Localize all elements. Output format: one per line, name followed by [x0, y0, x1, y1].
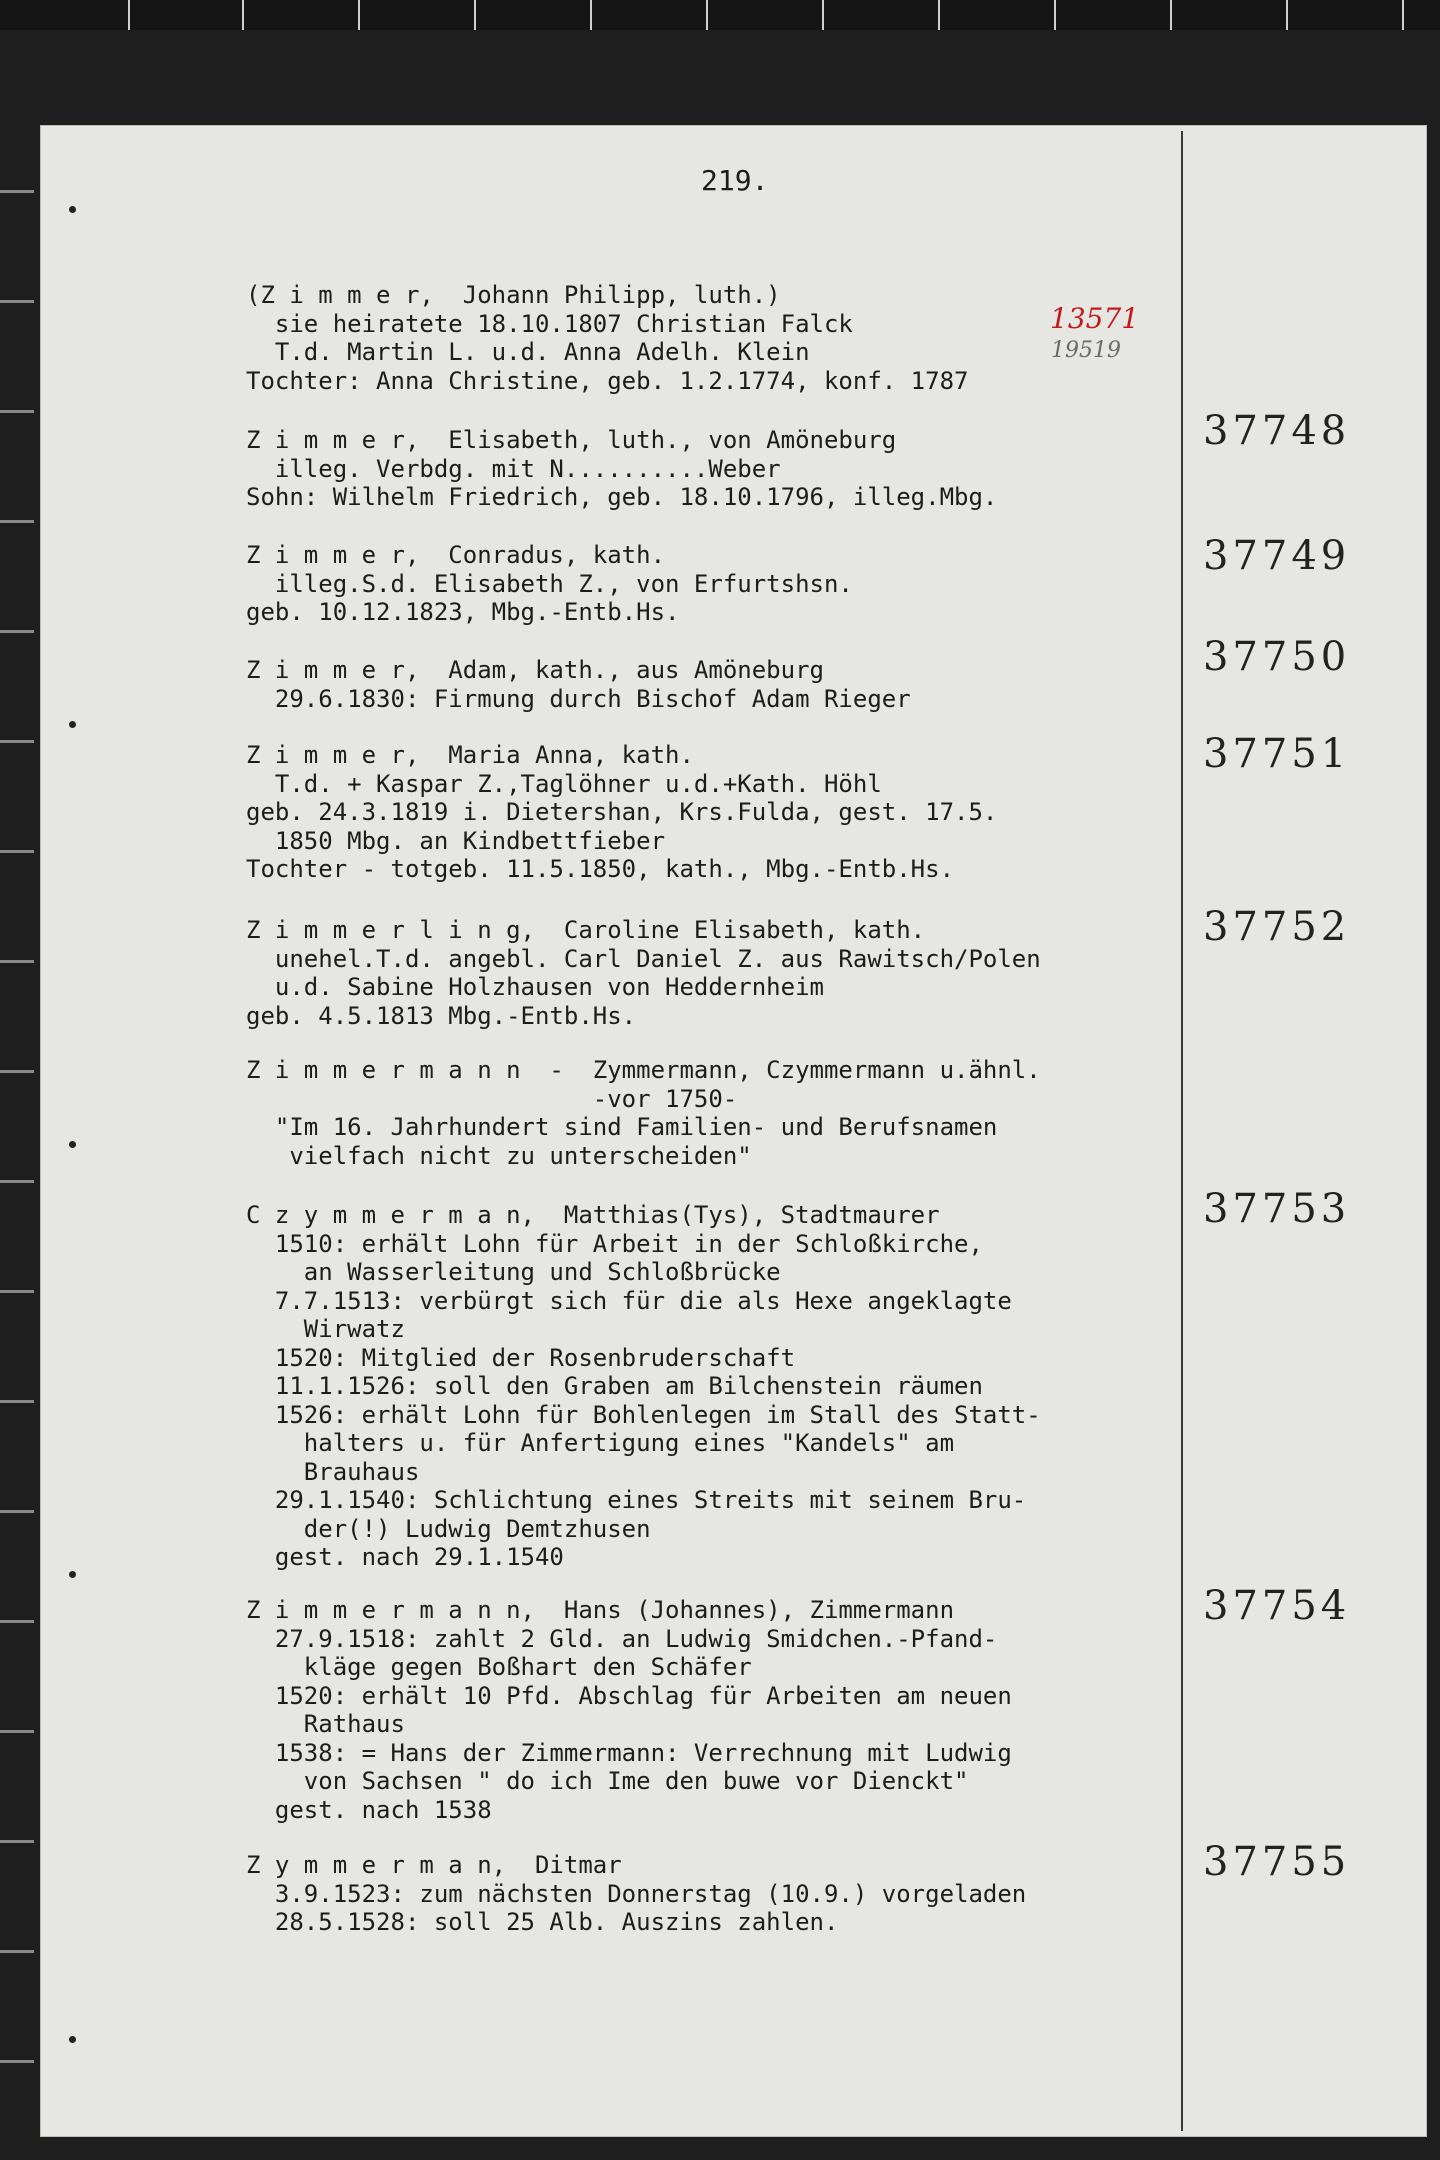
punch-hole — [69, 1571, 76, 1578]
entry-line: kläge gegen Boßhart den Schäfer — [246, 1653, 752, 1681]
entry-line: 29.1.1540: Schlichtung eines Streits mit seinem Bru- — [246, 1486, 1027, 1514]
record-entry — [246, 916, 1246, 1030]
record-number: 37753 — [1203, 1186, 1351, 1232]
entry-line: illeg.S.d. Elisabeth Z., von Erfurtshsn. — [246, 569, 853, 598]
entry-line: an Wasserleitung und Schloßbrücke — [246, 1258, 781, 1286]
entry-line: von Sachsen " do ich Ime den buwe vor Dienckt" — [246, 1767, 969, 1795]
record-number: 37751 — [1203, 731, 1351, 777]
entry-line: gest. nach 1538 — [246, 1795, 492, 1824]
entry-line: der(!) Ludwig Demtzhusen — [246, 1514, 651, 1543]
entry-line: 29.6.1830: Firmung durch Bischof Adam Rieger — [246, 684, 911, 713]
entry-heading: Z i m m e r l i n g, Caroline Elisabeth, kath. — [246, 916, 926, 944]
entry-heading: Z i m m e r, Maria Anna, kath. — [246, 741, 694, 769]
entry-line: u.d. Sabine Holzhausen von Heddernheim — [246, 973, 824, 1001]
film-top-strip — [0, 0, 1440, 30]
entry-heading: Z i m m e r m a n n - Zymmermann, Czymmermann u.ähnl. — [246, 1056, 1041, 1084]
entry-line: vielfach nicht zu unterscheiden" — [246, 1141, 752, 1170]
film-left-strip — [0, 120, 34, 2140]
entry-line: 1850 Mbg. an Kindbettfieber — [246, 826, 666, 855]
entry-line: unehel.T.d. angebl. Carl Daniel Z. aus Rawitsch/Polen — [246, 944, 1041, 973]
record-entry — [246, 741, 1246, 884]
entry-heading: C z y m m e r m a n, Matthias(Tys), Stadtmaurer — [246, 1201, 940, 1229]
entry-line: T.d. Martin L. u.d. Anna Adelh. Klein — [246, 338, 810, 366]
entry-line: geb. 4.5.1813 Mbg.-Entb.Hs. — [246, 1001, 637, 1030]
entry-line: gest. nach 29.1.1540 — [246, 1543, 564, 1571]
entry-heading: Z i m m e r, Elisabeth, luth., von Amöneburg — [246, 426, 897, 454]
entry-line: Wirwatz — [246, 1315, 405, 1343]
red-annotation: 13571 — [1050, 302, 1140, 335]
entry-line: 11.1.1526: soll den Graben am Bilchenstein räumen — [246, 1372, 983, 1400]
entry-line: 27.9.1518: zahlt 2 Gld. an Ludwig Smidchen.-Pfand- — [246, 1624, 998, 1653]
entry-heading: Z i m m e r, Conradus, kath. — [246, 541, 666, 569]
punch-hole — [69, 206, 76, 213]
record-number: 37752 — [1203, 904, 1351, 950]
entry-line: Tochter - totgeb. 11.5.1850, kath., Mbg.-Entb.Hs. — [246, 855, 955, 883]
record-entry — [246, 426, 1246, 512]
entry-heading: Z i m m e r, Adam, kath., aus Amöneburg — [246, 656, 824, 684]
entry-line: halters u. für Anfertigung eines "Kandels" am — [246, 1429, 955, 1457]
entry-line: geb. 24.3.1819 i. Dietershan, Krs.Fulda, gest. 17.5. — [246, 798, 998, 826]
entry-line: Tochter: Anna Christine, geb. 1.2.1774, konf. 1787 — [246, 366, 969, 395]
punch-hole — [69, 2036, 76, 2043]
entry-line: Brauhaus — [246, 1457, 420, 1486]
entry-line: Rathaus — [246, 1710, 405, 1738]
record-entry — [246, 1056, 1246, 1170]
entry-line: 7.7.1513: verbürgt sich für die als Hexe angeklagte — [246, 1286, 1012, 1315]
pencil-annotation: 19519 — [1051, 338, 1121, 363]
entry-heading: (Z i m m e r, Johann Philipp, luth.) — [246, 281, 781, 309]
entry-line: 1520: Mitglied der Rosenbruderschaft — [246, 1343, 796, 1372]
entry-line: 1520: erhält 10 Pfd. Abschlag für Arbeiten am neuen — [246, 1681, 1012, 1710]
record-number: 37754 — [1203, 1583, 1351, 1629]
record-number: 37750 — [1203, 634, 1351, 680]
entry-line: geb. 10.12.1823, Mbg.-Entb.Hs. — [246, 598, 680, 626]
entry-line: Sohn: Wilhelm Friedrich, geb. 18.10.1796, illeg.Mbg. — [246, 483, 998, 511]
entry-line: "Im 16. Jahrhundert sind Familien- und Berufsnamen — [246, 1113, 998, 1141]
record-entry — [246, 1201, 1246, 1572]
entry-heading: Z i m m e r m a n n, Hans (Johannes), Zimmermann — [246, 1596, 955, 1624]
punch-hole — [69, 721, 76, 728]
entry-line: 1538: = Hans der Zimmermann: Verrechnung mit Ludwig — [246, 1738, 1012, 1767]
entry-line: T.d. + Kaspar Z.,Taglöhner u.d.+Kath. Höhl — [246, 769, 882, 798]
record-entry — [246, 1596, 1246, 1824]
entry-line: illeg. Verbdg. mit N..........Weber — [246, 454, 781, 483]
entry-line: 1526: erhält Lohn für Bohlenlegen im Stall des Statt- — [246, 1400, 1041, 1429]
record-number: 37748 — [1203, 408, 1351, 454]
record-number: 37749 — [1203, 533, 1351, 579]
record-entry — [246, 1851, 1246, 1937]
document-page — [40, 125, 1427, 2137]
record-number: 37755 — [1203, 1839, 1351, 1885]
entry-line: 3.9.1523: zum nächsten Donnerstag (10.9.) vorgeladen — [246, 1879, 1027, 1908]
entry-line: sie heiratete 18.10.1807 Christian Falck — [246, 309, 853, 338]
entry-line: 28.5.1528: soll 25 Alb. Auszins zahlen. — [246, 1908, 839, 1936]
entry-line: 1510: erhält Lohn für Arbeit in der Schloßkirche, — [246, 1229, 983, 1258]
record-entry — [246, 281, 1246, 395]
punch-hole — [69, 1141, 76, 1148]
page-number: 219. — [701, 164, 769, 197]
record-entry — [246, 541, 1246, 627]
entry-heading: Z y m m e r m a n, Ditmar — [246, 1851, 622, 1879]
entry-line: -vor 1750- — [246, 1084, 738, 1113]
record-entry — [246, 656, 1246, 713]
